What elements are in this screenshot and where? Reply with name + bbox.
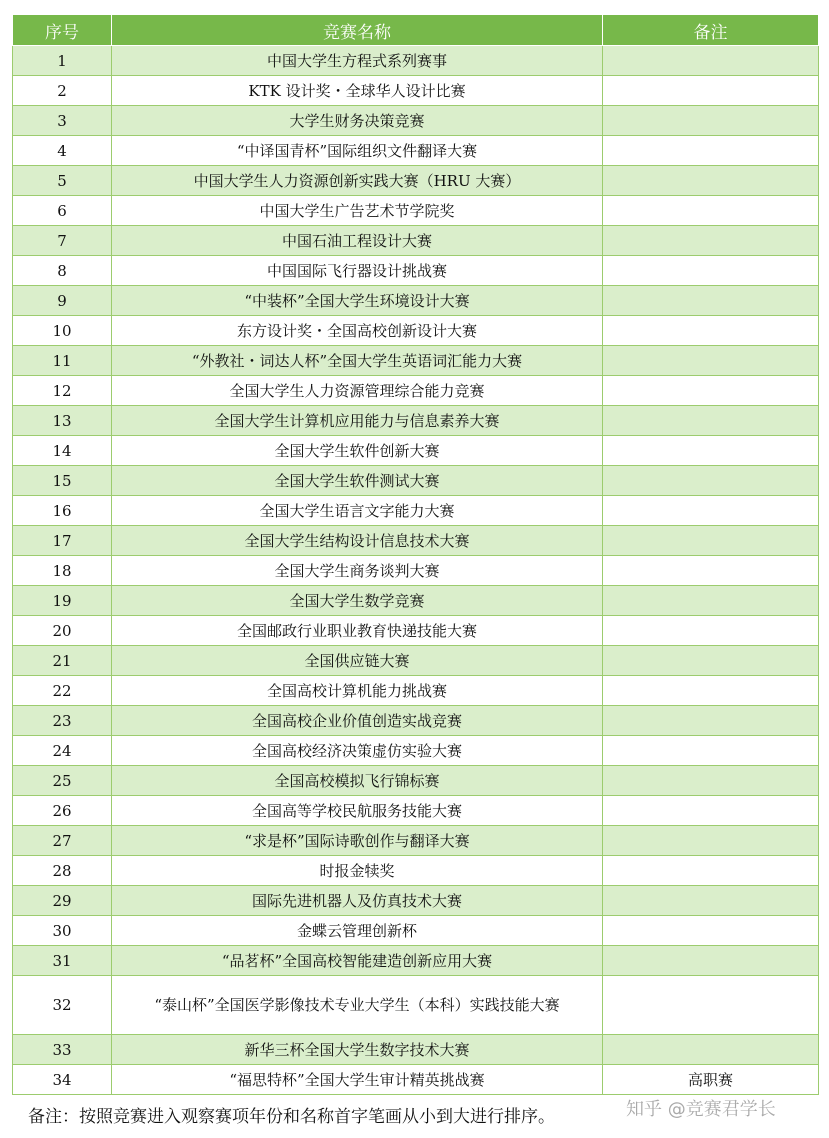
cell-index: 6 [13,196,112,226]
cell-competition-name: 时报金犊奖 [112,856,603,886]
table-row [13,226,819,256]
cell-note [603,136,819,166]
cell-note [603,256,819,286]
cell-note [603,796,819,826]
table-row [13,46,819,76]
cell-competition-name: 全国高校企业价值创造实战竞赛 [112,706,603,736]
cell-competition-name: “泰山杯”全国医学影像技术专业大学生（本科）实践技能大赛 [112,976,603,1035]
cell-competition-name: 中国石油工程设计大赛 [112,226,603,256]
cell-note [603,856,819,886]
cell-note [603,316,819,346]
header-competition-name: 竞赛名称 [112,15,603,46]
cell-index: 11 [13,346,112,376]
table-row [13,586,819,616]
table-row [13,286,819,316]
cell-competition-name: 全国大学生软件创新大赛 [112,436,603,466]
cell-index: 8 [13,256,112,286]
cell-competition-name: “求是杯”国际诗歌创作与翻译大赛 [112,826,603,856]
cell-competition-name: 全国高校计算机能力挑战赛 [112,676,603,706]
table-row [13,376,819,406]
table-row [13,106,819,136]
cell-competition-name: 全国大学生计算机应用能力与信息素养大赛 [112,406,603,436]
table-header-row [13,15,819,46]
table-row [13,316,819,346]
table-row [13,886,819,916]
footer-note: 备注：按照竞赛进入观察赛项年份和名称首字笔画从小到大进行排序。 [28,1107,555,1127]
cell-competition-name: 全国邮政行业职业教育快递技能大赛 [112,616,603,646]
cell-note [603,196,819,226]
cell-index: 27 [13,826,112,856]
cell-note [603,436,819,466]
cell-note [603,526,819,556]
cell-competition-name: 中国大学生方程式系列赛事 [112,46,603,76]
cell-index: 33 [13,1035,112,1065]
table-row [13,706,819,736]
cell-index: 16 [13,496,112,526]
cell-competition-name: 全国供应链大赛 [112,646,603,676]
cell-competition-name: 东方设计奖・全国高校创新设计大赛 [112,316,603,346]
table-row [13,736,819,766]
cell-note [603,166,819,196]
table-row [13,526,819,556]
cell-index: 1 [13,46,112,76]
cell-index: 28 [13,856,112,886]
cell-index: 25 [13,766,112,796]
cell-index: 26 [13,796,112,826]
table-row [13,826,819,856]
table-row [13,1065,819,1095]
cell-note [603,586,819,616]
cell-index: 19 [13,586,112,616]
cell-index: 23 [13,706,112,736]
cell-note: 高职赛 [603,1065,819,1095]
table-row [13,676,819,706]
cell-note [603,886,819,916]
cell-index: 32 [13,976,112,1035]
table-row [13,166,819,196]
cell-note [603,826,819,856]
cell-index: 18 [13,556,112,586]
cell-index: 9 [13,286,112,316]
table-row [13,796,819,826]
cell-note [603,466,819,496]
cell-note [603,406,819,436]
cell-note [603,226,819,256]
cell-index: 24 [13,736,112,766]
cell-note [603,106,819,136]
cell-note [603,706,819,736]
cell-index: 5 [13,166,112,196]
cell-note [603,76,819,106]
cell-note [603,946,819,976]
table-row [13,406,819,436]
header-index: 序号 [13,15,112,46]
table-row [13,1035,819,1065]
cell-index: 30 [13,916,112,946]
cell-index: 29 [13,886,112,916]
cell-index: 34 [13,1065,112,1095]
cell-index: 12 [13,376,112,406]
cell-index: 14 [13,436,112,466]
cell-note [603,676,819,706]
header-note: 备注 [603,15,819,46]
cell-index: 2 [13,76,112,106]
cell-competition-name: 国际先进机器人及仿真技术大赛 [112,886,603,916]
cell-competition-name: 金蝶云管理创新杯 [112,916,603,946]
cell-index: 3 [13,106,112,136]
cell-index: 31 [13,946,112,976]
cell-index: 13 [13,406,112,436]
cell-index: 7 [13,226,112,256]
cell-note [603,46,819,76]
cell-competition-name: 中国大学生广告艺术节学院奖 [112,196,603,226]
cell-note [603,646,819,676]
cell-competition-name: 全国大学生数学竞赛 [112,586,603,616]
cell-note [603,976,819,1035]
table-row [13,616,819,646]
cell-note [603,616,819,646]
table-row [13,556,819,586]
cell-competition-name: “品茗杯”全国高校智能建造创新应用大赛 [112,946,603,976]
cell-index: 21 [13,646,112,676]
cell-index: 4 [13,136,112,166]
table-row [13,646,819,676]
cell-competition-name: “福思特杯”全国大学生审计精英挑战赛 [112,1065,603,1095]
cell-competition-name: 大学生财务决策竞赛 [112,106,603,136]
cell-competition-name: “中译国青杯”国际组织文件翻译大赛 [112,136,603,166]
cell-note [603,376,819,406]
table-row [13,496,819,526]
cell-index: 10 [13,316,112,346]
cell-competition-name: 中国国际飞行器设计挑战赛 [112,256,603,286]
table-row [13,856,819,886]
table-row [13,976,819,1035]
cell-competition-name: 全国大学生语言文字能力大赛 [112,496,603,526]
cell-note [603,556,819,586]
cell-competition-name: 全国大学生商务谈判大赛 [112,556,603,586]
cell-competition-name: 新华三杯全国大学生数字技术大赛 [112,1035,603,1065]
cell-note [603,1035,819,1065]
table-row [13,136,819,166]
table-row [13,196,819,226]
table-row [13,76,819,106]
cell-competition-name: 全国大学生人力资源管理综合能力竞赛 [112,376,603,406]
cell-competition-name: 全国大学生结构设计信息技术大赛 [112,526,603,556]
cell-index: 15 [13,466,112,496]
table-row [13,946,819,976]
cell-competition-name: 全国高等学校民航服务技能大赛 [112,796,603,826]
cell-note [603,736,819,766]
cell-note [603,766,819,796]
cell-note [603,346,819,376]
cell-competition-name: 中国大学生人力资源创新实践大赛（HRU 大赛） [112,166,603,196]
cell-competition-name: 全国高校经济决策虚仿实验大赛 [112,736,603,766]
cell-index: 20 [13,616,112,646]
cell-index: 17 [13,526,112,556]
cell-competition-name: KTK 设计奖・全球华人设计比赛 [112,76,603,106]
table-row [13,766,819,796]
competition-table [12,14,819,1095]
cell-competition-name: “外教社・词达人杯”全国大学生英语词汇能力大赛 [112,346,603,376]
table-row [13,916,819,946]
cell-competition-name: 全国大学生软件测试大赛 [112,466,603,496]
watermark: 知乎 @竞赛君学长 [626,1099,776,1120]
cell-competition-name: 全国高校模拟飞行锦标赛 [112,766,603,796]
table-row [13,346,819,376]
cell-note [603,496,819,526]
cell-note [603,916,819,946]
cell-competition-name: “中装杯”全国大学生环境设计大赛 [112,286,603,316]
table-row [13,436,819,466]
cell-note [603,286,819,316]
table-row [13,256,819,286]
table-row [13,466,819,496]
cell-index: 22 [13,676,112,706]
